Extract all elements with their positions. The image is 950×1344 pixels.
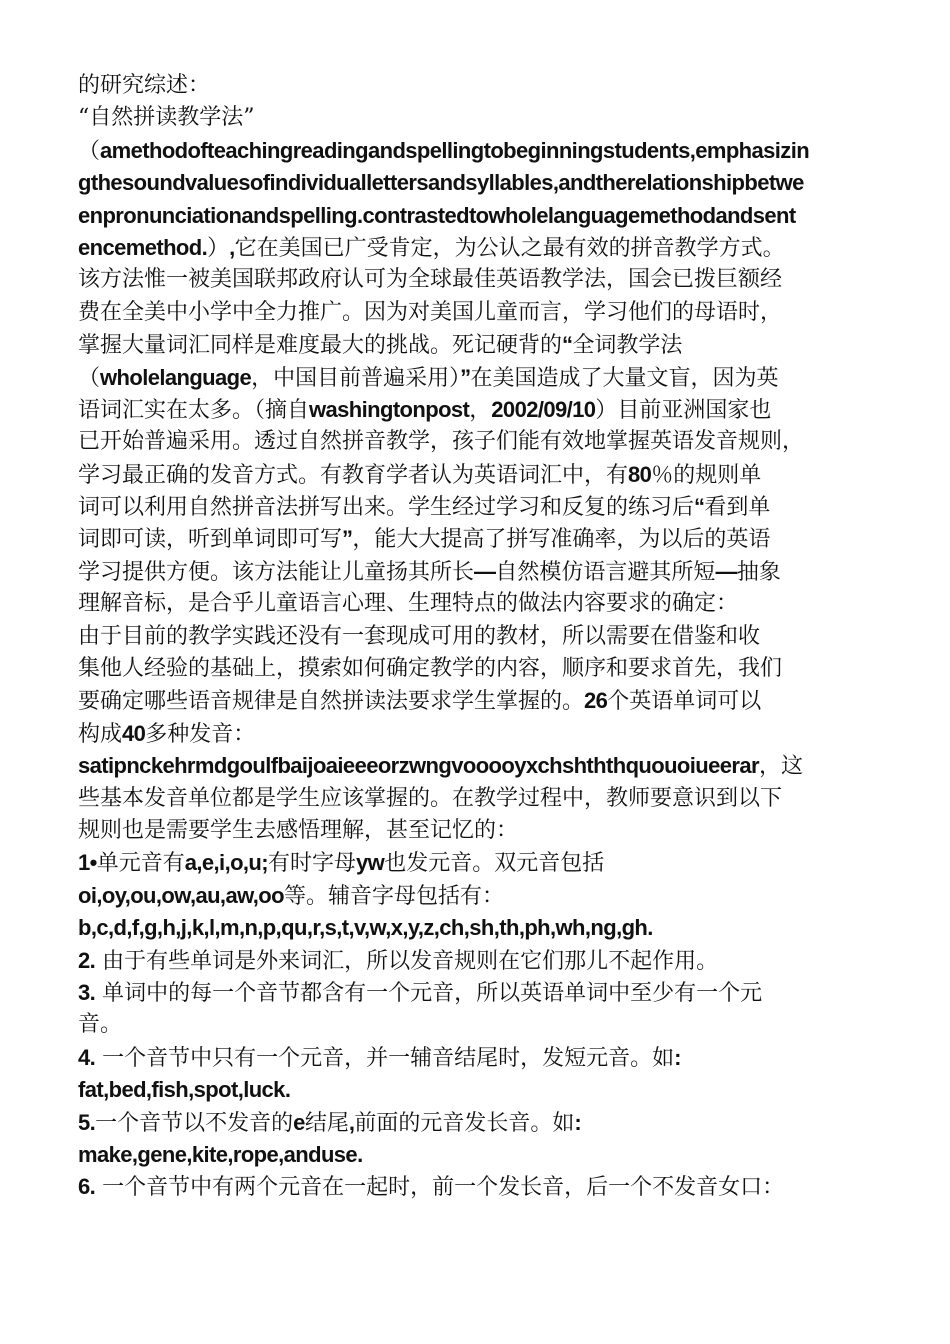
latin-text-run: —	[474, 558, 496, 584]
text-run: 由于目前的教学实践还没有一套现成可用的教材，所以需要在借鉴和收	[78, 623, 761, 649]
text-run: 费在全美中小学中全力推广。因为对美国儿童而言，学习他们的母语时，	[78, 299, 783, 325]
text-run: ，这	[758, 754, 803, 780]
text-line	[78, 1009, 878, 1041]
latin-text-run: oi,oy,ou,ow,au,aw,oo	[78, 882, 284, 908]
latin-text-run: 40	[122, 720, 146, 746]
text-run: 学习最正确的发音方式。有教育学者认为英语词汇中，有	[78, 462, 629, 488]
text-line	[78, 588, 878, 620]
latin-text-run: 80	[628, 461, 652, 487]
text-line	[78, 653, 878, 685]
text-run: 的研究综述：	[78, 73, 211, 98]
text-line	[78, 847, 878, 879]
text-run: 抽象	[736, 559, 781, 585]
text-line	[78, 815, 878, 847]
latin-text-run: b,c,d,f,g,h,j,k,l,m,n,p,qu,r,s,t,v,w,x,y,z,ch,sh,th,ph,wh,ng,gh.	[78, 915, 653, 941]
text-run: 一个音节中有两个元音在一起时，前一个发长音，后一个不发音女口：	[95, 1175, 785, 1201]
text-run: 集他人经验的基础上，摸索如何确定教学的内容，顺序和要求首先，我们	[78, 656, 783, 682]
text-run: 些基本发音单位都是学生应该掌握的。在教学过程中，教师要意识到以下	[78, 785, 783, 811]
text-line	[78, 102, 878, 134]
text-run: 等。辅音字母包括有：	[283, 883, 504, 909]
text-line	[78, 394, 878, 426]
text-run: （	[78, 138, 101, 164]
text-line	[78, 232, 878, 264]
latin-text-run: 26	[584, 688, 608, 714]
text-run: 规则也是需要学生去感悟理解，甚至记忆的：	[78, 817, 519, 843]
latin-text-run: :	[674, 1044, 681, 1070]
text-line	[78, 912, 878, 944]
text-line	[78, 459, 878, 491]
latin-text-run: 4.	[78, 1044, 96, 1070]
text-run: 个英语单词可以	[607, 689, 762, 715]
text-run: 掌握大量词汇同样是难度最大的挑战。死记硬背的	[78, 333, 563, 359]
text-run: 看到单	[704, 495, 771, 521]
text-line	[78, 1042, 878, 1074]
text-run: ）目前亚洲国家也	[595, 397, 772, 423]
text-run: 构成	[78, 721, 123, 747]
text-run: “自然拼读教学法”	[78, 105, 255, 131]
text-run: 音。	[78, 1012, 123, 1038]
text-run: 要确定哪些语音规律是自然拼读法要求学生掌握的。	[78, 689, 585, 715]
text-line	[78, 1107, 878, 1139]
text-line	[78, 977, 878, 1009]
text-run: 单词中的每一个音节都含有一个元音，所以英语单词中至少有一个元	[95, 980, 763, 1006]
text-run: 也发元音。双元音包括	[384, 851, 605, 877]
latin-text-run: ”	[342, 526, 353, 552]
latin-text-run: wholelanguage	[100, 364, 252, 390]
text-line	[78, 880, 878, 912]
latin-text-run: 1•	[78, 850, 97, 876]
text-run: ％的规则单	[651, 462, 762, 488]
text-line	[78, 1139, 878, 1171]
latin-text-run: 2002/09/10	[491, 396, 596, 422]
text-run: 一个音节中只有一个元音，并一辅音结尾时，发短元音。如	[95, 1045, 675, 1071]
text-run: 单元音有	[96, 851, 185, 877]
text-run: ，能大大提高了拼写准确率，为以后的英语	[352, 527, 771, 553]
latin-text-run: amethodofteachingreadingandspellingtobeginningstudents,emphasizin	[100, 137, 810, 163]
text-line	[78, 70, 878, 102]
text-line	[78, 718, 878, 750]
text-line	[78, 297, 878, 329]
text-run: 自然模仿语言避其所短	[495, 559, 716, 585]
text-line	[78, 167, 878, 199]
text-run: 语词汇实在太多。（摘自	[78, 397, 310, 423]
text-line	[78, 329, 878, 361]
text-line	[78, 750, 878, 782]
text-run: 前面的元音发长音。如	[354, 1110, 575, 1136]
latin-text-run: gthesoundvaluesofindividuallettersandsyllables,andtherelationshipbetwe	[78, 170, 804, 196]
text-run: （	[78, 365, 101, 391]
text-line	[78, 1171, 878, 1203]
text-line	[78, 1074, 878, 1106]
text-line	[78, 783, 878, 815]
text-line	[78, 200, 878, 232]
text-run: 该方法惟一被美国联邦政府认可为全球最佳英语教学法，国会已拨巨额经	[78, 267, 783, 293]
text-run: 词即可读，听到单词即可写	[78, 527, 343, 553]
latin-text-run: washingtonpost	[309, 396, 470, 422]
text-line	[78, 945, 878, 977]
latin-text-run: enpronunciationandspelling.contrastedtowholelanguagemethodandsent	[78, 202, 796, 228]
text-run: 在美国造成了大量文盲，因为英	[470, 365, 779, 391]
text-run: 学习提供方便。该方法能让儿童扬其所长	[78, 559, 475, 585]
text-line	[78, 362, 878, 394]
text-run: 多种发音：	[145, 721, 256, 747]
text-run: ，	[469, 397, 492, 423]
text-run: 它在美国已广受肯定，为公认之最有效的拼音教学方式。	[234, 235, 785, 261]
text-line	[78, 135, 878, 167]
text-run: 词可以利用自然拼音法拼写出来。学生经过学习和反复的练习后	[78, 495, 695, 521]
text-line	[78, 426, 878, 458]
text-line	[78, 491, 878, 523]
latin-text-run: 3.	[78, 979, 96, 1005]
latin-text-run: e	[293, 1109, 305, 1135]
latin-text-run: —	[715, 558, 737, 584]
text-run: 已开始普遍采用。透过自然拼音教学，孩子们能有效地掌握英语发音规则，	[78, 429, 805, 455]
text-run: 有时字母	[268, 851, 357, 877]
latin-text-run: a,e,i,o,u;	[184, 850, 269, 876]
text-run: 一个音节以不发音的	[95, 1110, 294, 1136]
latin-text-run: make,gene,kite,rope,anduse.	[78, 1141, 363, 1167]
text-line	[78, 264, 878, 296]
latin-text-run: ,	[348, 1109, 355, 1135]
latin-text-run: ,	[229, 234, 235, 260]
latin-text-run: fat,bed,fish,spot,luck.	[78, 1077, 291, 1103]
latin-text-run: 2.	[78, 947, 96, 973]
latin-text-run: encemethod.	[78, 234, 208, 260]
text-line	[78, 621, 878, 653]
text-run: ，中国目前普遍采用）	[251, 365, 461, 391]
text-line	[78, 523, 878, 555]
text-run: 结尾	[304, 1110, 349, 1136]
text-run: 全词教学法	[572, 333, 683, 359]
text-run: 理解音标，是合乎儿童语言心理、生理特点的做法内容要求的确定：	[78, 591, 739, 617]
text-run: 由于有些单词是外来词汇，所以发音规则在它们那儿不起作用。	[95, 948, 719, 974]
latin-text-run: yw	[356, 850, 385, 876]
latin-text-run: :	[574, 1109, 582, 1135]
document-body	[78, 70, 878, 1204]
latin-text-run: 5.	[78, 1109, 96, 1135]
text-line	[78, 685, 878, 717]
text-line	[78, 556, 878, 588]
latin-text-run: “	[694, 494, 705, 520]
latin-text-run: 6.	[78, 1174, 96, 1200]
latin-text-run: “	[562, 332, 573, 358]
latin-text-run: satipnckehrmdgoulfbaijoaieeeorzwngvooooyxchshththquouoiueerar	[78, 753, 759, 779]
latin-text-run: ”	[460, 364, 471, 390]
text-run: ）	[207, 235, 230, 261]
